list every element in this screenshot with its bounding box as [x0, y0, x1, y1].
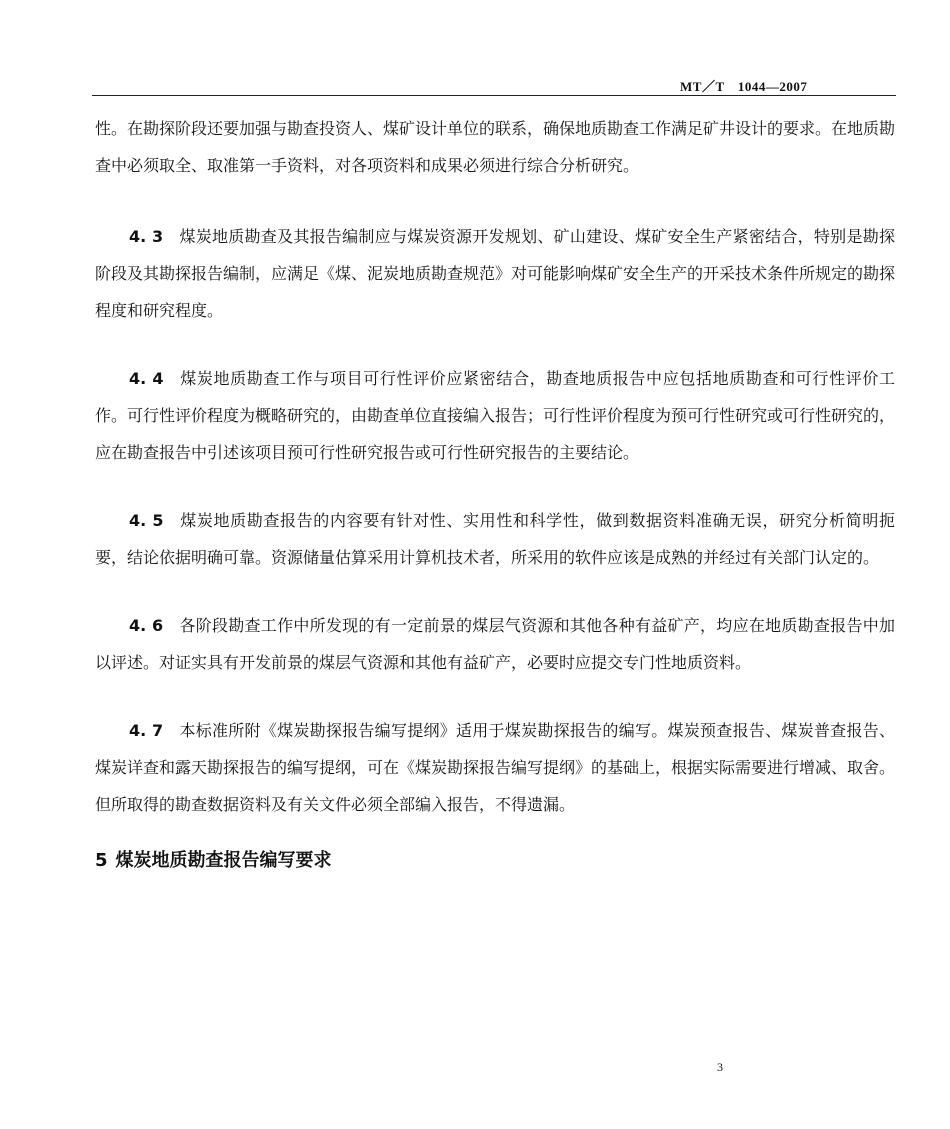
clause-4-7 — [95, 712, 895, 823]
clause-number: 4. 5 — [129, 511, 164, 530]
paragraph-continued — [95, 110, 895, 184]
section-title-text: 煤炭地质勘查报告编写要求 — [115, 850, 332, 871]
clause-text: 煤炭地质勘查报告的内容要有针对性、实用性和科学性，做到数据资料准确无误，研究分析简明扼要，结论依据明确可靠。资源储量估算采用计算机技术者，所采用的软件应该是成熟的并经过有关部门认定的。 — [95, 511, 895, 567]
clause-text: 煤炭地质勘查工作与项目可行性评价应紧密结合，勘查地质报告中应包括地质勘查和可行性评价工作。可行性评价程度为概略研究的，由勘查单位直接编入报告；可行性评价程度为预可行性研究或可行性研究的，应在勘查报告中引述该项目预可行性研究报告或可行性研究报告的主要结论。 — [95, 369, 896, 462]
clause-number: 4. 3 — [129, 227, 164, 246]
section-heading — [95, 846, 895, 872]
clause-4-4 — [95, 360, 895, 471]
clause-text: 各阶段勘查工作中所发现的有一定前景的煤层气资源和其他各种有益矿产，均应在地质勘查报告中加以评述。对证实具有开发前景的煤层气资源和其他有益矿产，必要时应提交专门性地质资料。 — [95, 616, 895, 672]
section-number: 5 — [95, 850, 108, 871]
clause-number: 4. 6 — [129, 616, 164, 635]
standard-code: MT／T 1044—2007 — [680, 79, 808, 94]
page-number: 3 — [717, 1060, 723, 1074]
clause-text: 本标准所附《煤炭勘探报告编写提纲》适用于煤炭勘探报告的编写。煤炭预查报告、煤炭普查报告、煤炭详查和露天勘探报告的编写提纲，可在《煤炭勘探报告编写提纲》的基础上，根据实际需要进行增减、取舍。但所取得的勘查数据资料及有关文件必须全部编入报告，不得遗漏。 — [95, 721, 896, 814]
clause-4-6 — [95, 607, 895, 681]
clause-number: 4. 4 — [129, 369, 164, 388]
paragraph-text: 性。在勘探阶段还要加强与勘查投资人、煤矿设计单位的联系，确保地质勘查工作满足矿井设计的要求。在地质勘查中必须取全、取准第一手资料，对各项资料和成果必须进行综合分析研究。 — [95, 119, 896, 175]
clause-text: 煤炭地质勘查及其报告编制应与煤炭资源开发规划、矿山建设、煤矿安全生产紧密结合，特别是勘探阶段及其勘探报告编制，应满足《煤、泥炭地质勘查规范》对可能影响煤矿安全生产的开采技术条件所规定的勘探程度和研究程度。 — [95, 227, 896, 320]
clause-number: 4. 7 — [129, 721, 164, 740]
header-divider — [92, 95, 896, 96]
clause-4-3 — [95, 218, 895, 329]
document-body — [95, 110, 895, 872]
clause-4-5 — [95, 502, 895, 576]
